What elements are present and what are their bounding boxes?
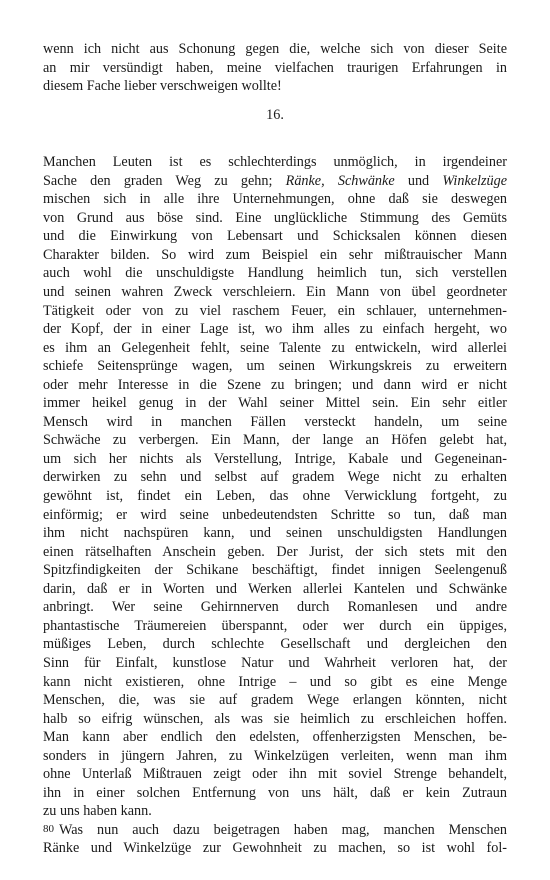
intro-paragraph: [43, 40, 507, 96]
italic-phrase: Ränke, Schwänke: [285, 172, 395, 189]
text-line: Mensch wird in manchen Fällen versteckt handeln, um seine: [43, 413, 507, 430]
text-line: Was nun auch dazu beigetragen haben mag, manchen Menschen: [59, 821, 507, 838]
text-line: ohne Unterlaß Mißtrauen zeigt oder ihn mit soviel Strenge behandelt,: [43, 766, 507, 783]
section-number: 16.: [266, 106, 284, 123]
text-line: einen rätselhaften Anschein geben. Der Jurist, der sich stets mit den: [43, 543, 507, 560]
text-line: und die Einwirkung von Lebensart und Schicksalen können diesen: [43, 228, 507, 245]
text-line: Schwäche zu verbergen. Ein Mann, der lange an Höfen gelebt hat,: [43, 432, 507, 449]
text-line: phantastische Träumereien überspannt, oder wer durch ein üppiges,: [43, 617, 507, 634]
text-line: immer heikel genug in der Wahl seiner Mittel sein. Ein sehr eitler: [43, 395, 507, 412]
italic-phrase: Winkelzüge: [442, 172, 507, 189]
text-line: schiefe Seitensprünge wagen, um seinen Wirkungskreis zu erweitern: [43, 358, 507, 375]
text-line: Charakter bilden. So wird zum Beispiel ein sehr mißtrauischer Mann: [43, 246, 507, 263]
text-line: es ihm an Gelegenheit fehlt, seine Talente zu entwickeln, wird allerlei: [43, 339, 507, 356]
closing-paragraph: [43, 821, 507, 858]
text-line: Sinn für Einfalt, kunstlose Natur und Wahrheit verloren hat, der: [43, 654, 507, 671]
main-paragraph: [43, 153, 507, 821]
text-segment: und: [394, 172, 443, 189]
text-line: Man kann aber endlich den edelsten, offenherzigsten Menschen, be-: [43, 729, 507, 746]
text-line: kann nicht existieren, ohne Intrige – und so gibt es eine Menge: [43, 673, 507, 690]
text-line: oder mehr Interesse in die Szene zu bringen; und dann wird er nicht: [43, 376, 507, 393]
text-line: auch wohl die unschuldigste Handlung heimlich tun, sich verstellen: [43, 265, 507, 282]
text-line: einförmig; er wird seine unbedeutendsten Schritte so tun, daß man: [43, 506, 507, 523]
text-line: diesem Fache lieber verschweigen wollte!: [43, 78, 282, 95]
text-line: und seinen wahren Zweck verschleiern. Ein Mann von übel geordneter: [43, 284, 507, 301]
book-page: [43, 40, 507, 858]
text-line: Manchen Leuten ist es schlechterdings unmöglich, in irgendeiner: [43, 154, 507, 171]
text-line: an mir versündigt haben, meine vielfachen traurigen Erfahrungen in: [43, 59, 507, 76]
section-spacer: [43, 135, 507, 153]
text-line: mischen sich in alle ihre Unternehmungen, ohne daß sie deswegen: [43, 191, 507, 208]
text-line: sonders in jüngern Jahren, zu Winkelzügen verleiten, wenn man ihm: [43, 747, 507, 764]
text-line: anbringt. Wer seine Gehirnnerven durch Romanlesen und andre: [43, 599, 507, 616]
text-line: gewöhnt ist, findet ein Leben, das ohne Verwicklung fortgeht, zu: [43, 488, 507, 505]
text-line: darin, daß er in Worten und Werken allerlei Kantelen und Schwänke: [43, 580, 507, 597]
text-line: um sich her nichts als Verstellung, Intrige, Kabale und Gegeneinan-: [43, 450, 507, 467]
text-line: halb so eifrig wünschen, als was sie heimlich zu erschleichen hoffen.: [43, 710, 507, 727]
text-line: wenn ich nicht aus Schonung gegen die, welche sich von dieser Seite: [43, 41, 507, 57]
text-line: Ränke und Winkelzüge zur Gewohnheit zu machen, so ist wohl fol-: [43, 840, 507, 857]
text-line: ihn in einer solchen Entfernung von uns hält, daß er kein Zutraun: [43, 784, 507, 801]
text-line: Tätigkeit oder von zu viel raschem Feuer, ein schlauer, unternehmen-: [43, 302, 507, 319]
text-segment: Sache den graden Weg zu gehn;: [43, 172, 286, 189]
page-number: 80: [43, 823, 54, 835]
text-line: der Kopf, der in einer Lage ist, wo ihm alles zu einfach hergeht, wo: [43, 321, 507, 338]
text-line: zu uns haben kann.: [43, 803, 152, 820]
text-line: Spitzfindigkeiten der Schikane beschäftigt, findet innigen Seelengenuß: [43, 562, 507, 579]
text-line: derwirken zu sehn und selbst auf gradem Wege nicht zu erhalten: [43, 469, 507, 486]
text-line: Menschen, die, was sie auf gradem Wege erlangen könnten, nicht: [43, 692, 507, 709]
text-line-with-italics: [43, 172, 507, 191]
text-line: von Grund aus böse sind. Eine unglückliche Stimmung des Gemüts: [43, 209, 507, 226]
text-line: ihm nicht nachspüren kann, und seinen unschuldigsten Handlungen: [43, 525, 507, 542]
text-line: müßiges Leben, durch schlechte Gesellschaft und dergleichen den: [43, 636, 507, 653]
